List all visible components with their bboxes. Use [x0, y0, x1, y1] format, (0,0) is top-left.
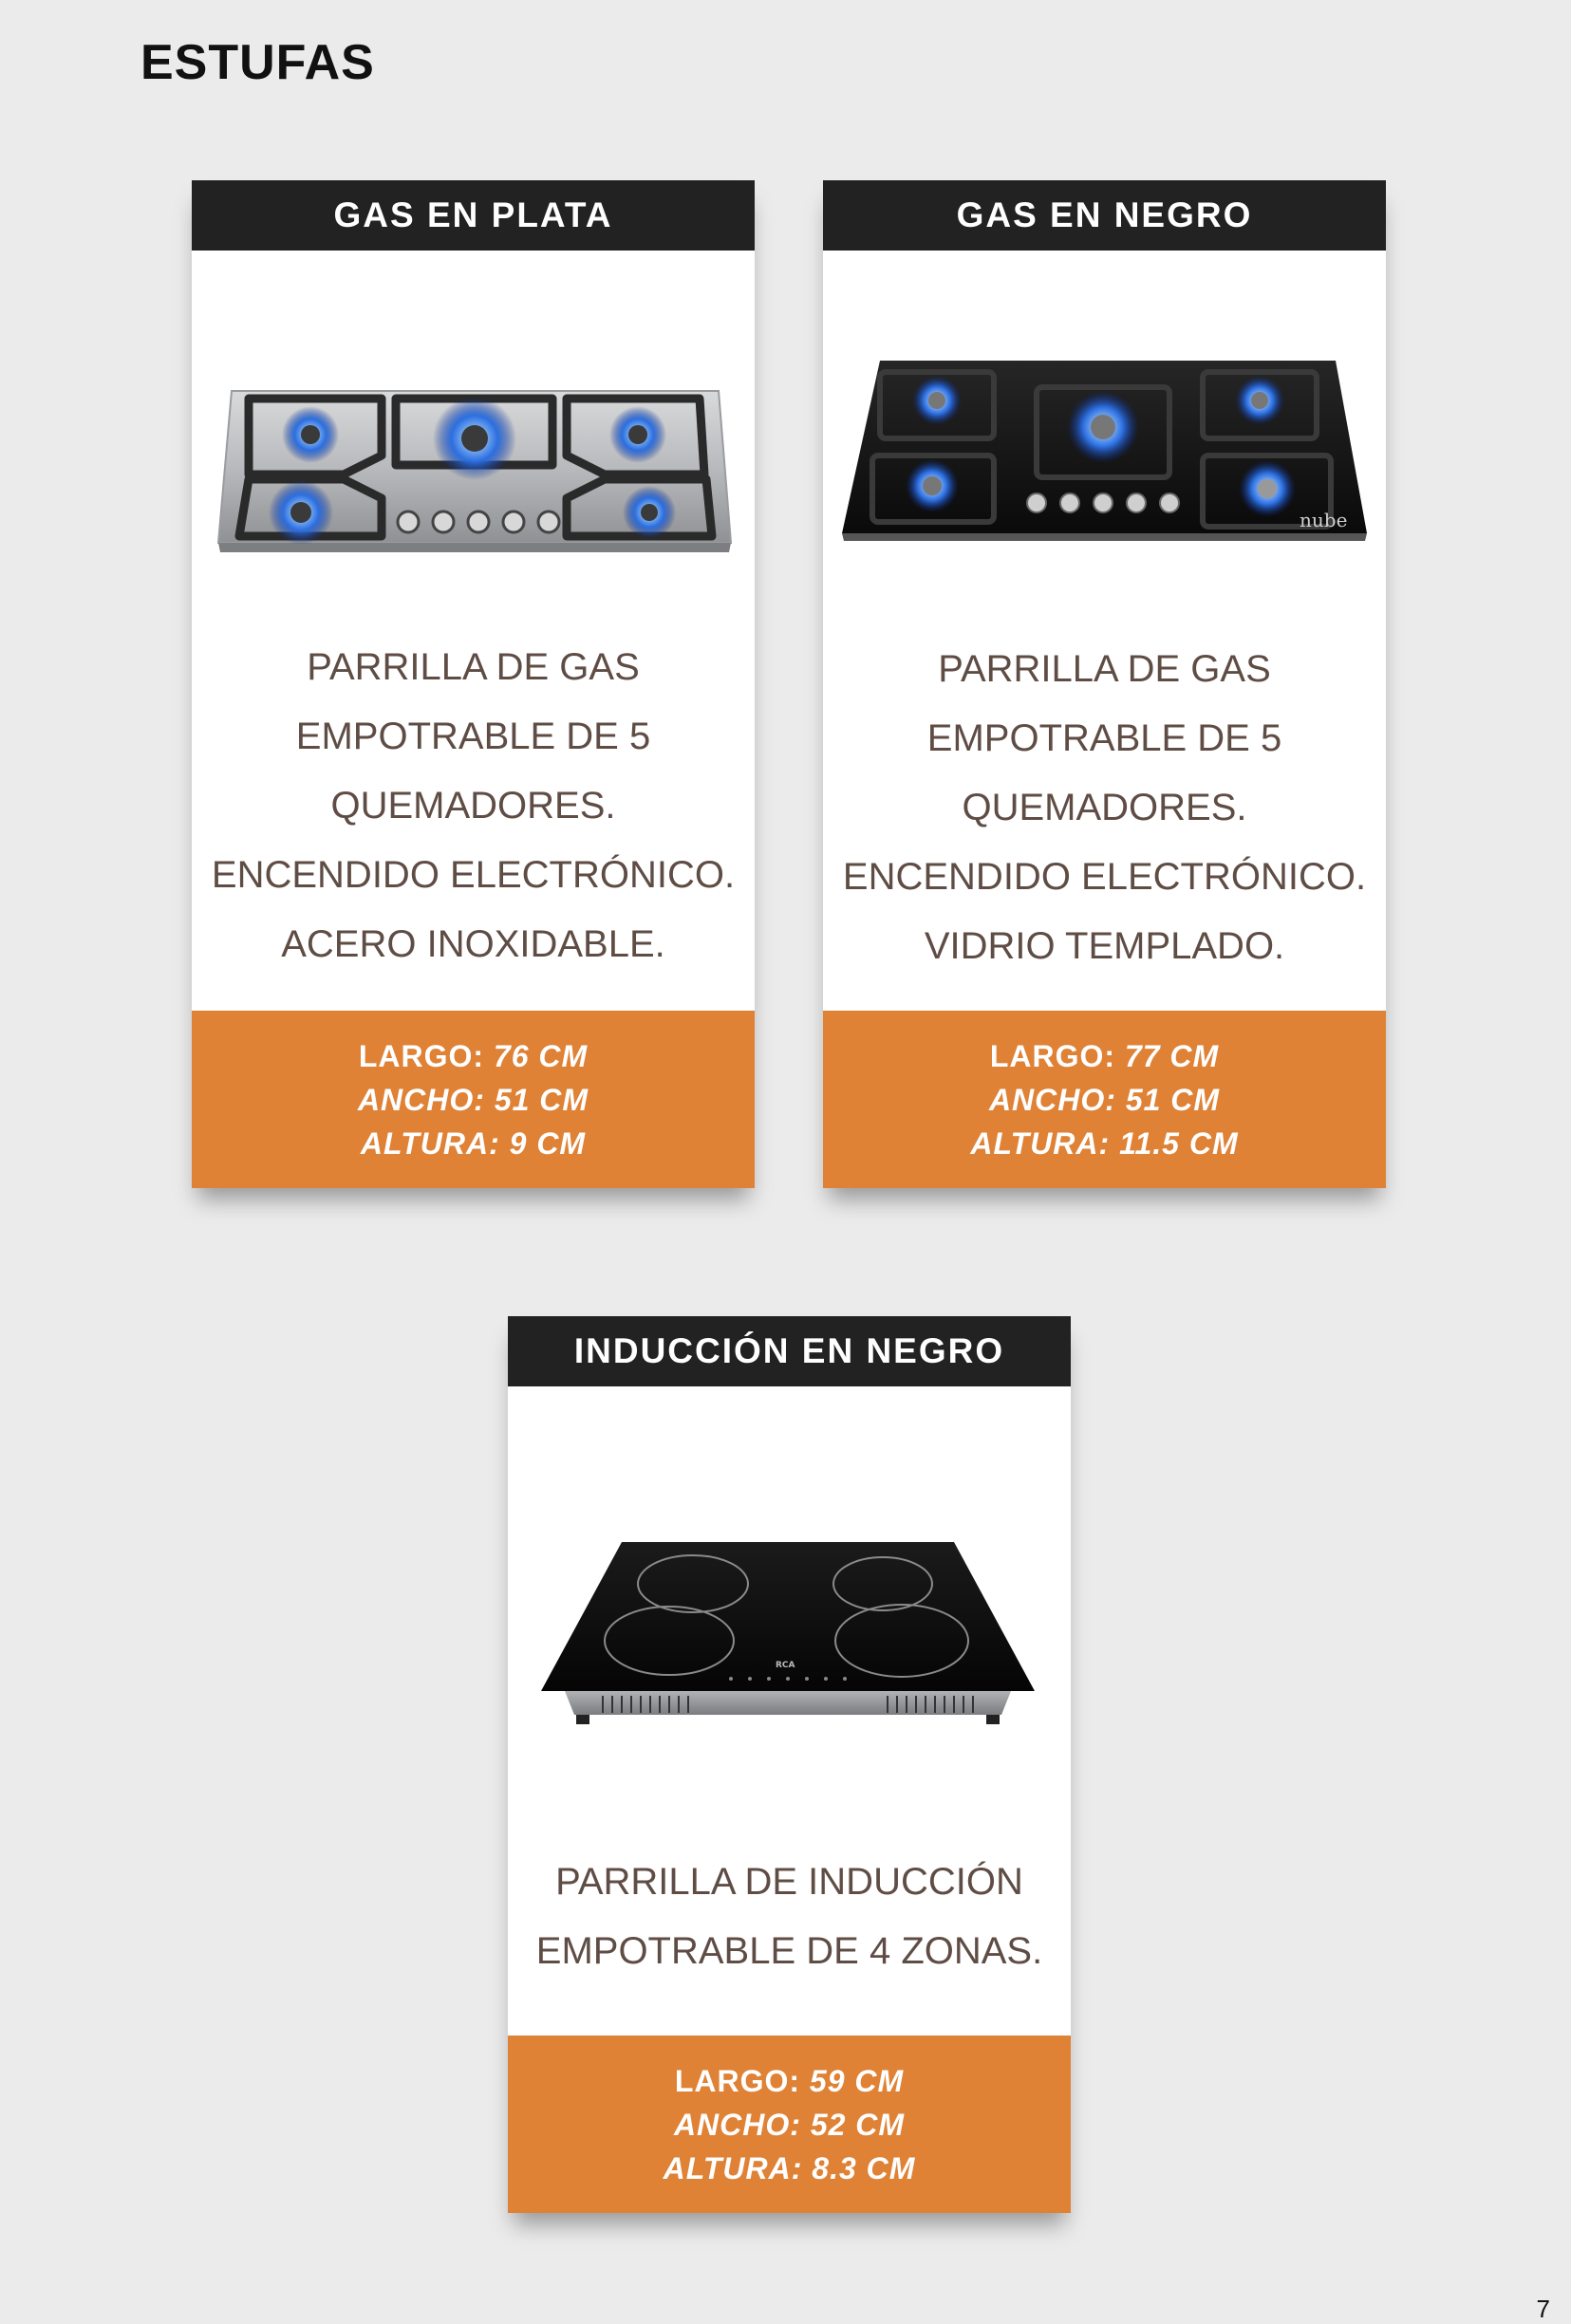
- card-description: PARRILLA DE GAS EMPOTRABLE DE 5 QUEMADORES. ENCENDIDO ELECTRÓNICO. VIDRIO TEMPLADO.: [842, 648, 1367, 967]
- card-header: INDUCCIÓN EN NEGRO: [508, 1316, 1071, 1386]
- gas-stove-black-image: [842, 332, 1367, 579]
- product-card-gas-negro: [823, 180, 1386, 1188]
- spec-largo: LARGO: 76 CM: [358, 1038, 589, 1073]
- spec-ancho: ANCHO: 51 CM: [988, 1082, 1221, 1117]
- induction-cooktop-image: [527, 1525, 1052, 1753]
- product-card-gas-plata: [192, 180, 755, 1188]
- product-card-induccion-negro: [508, 1316, 1071, 2213]
- card-header: GAS EN PLATA: [192, 180, 755, 251]
- card-specs: [192, 1011, 755, 1188]
- spec-altura: ALTURA: 11.5 CM: [970, 1125, 1239, 1161]
- card-specs: [508, 2036, 1071, 2213]
- brand-logo-nube: nube: [1300, 509, 1348, 531]
- gas-stove-silver-image: [211, 332, 736, 579]
- card-description: PARRILLA DE GAS EMPOTRABLE DE 5 QUEMADORES. ENCENDIDO ELECTRÓNICO. ACERO INOXIDABLE.: [211, 646, 736, 965]
- card-description: PARRILLA DE INDUCCIÓN EMPOTRABLE DE 4 ZONAS.: [535, 1861, 1043, 1972]
- spec-altura: ALTURA: 8.3 CM: [663, 2150, 916, 2185]
- brand-logo-rca: RCA: [776, 1661, 795, 1670]
- spec-largo: LARGO: 59 CM: [674, 2063, 905, 2098]
- page-number: 7: [1536, 2295, 1550, 2323]
- spec-altura: ALTURA: 9 CM: [360, 1125, 587, 1161]
- page-title: ESTUFAS: [140, 35, 375, 90]
- card-header: GAS EN NEGRO: [823, 180, 1386, 251]
- spec-largo: LARGO: 77 CM: [989, 1038, 1220, 1073]
- card-specs: [823, 1011, 1386, 1188]
- spec-ancho: ANCHO: 52 CM: [673, 2107, 906, 2142]
- spec-ancho: ANCHO: 51 CM: [357, 1082, 589, 1117]
